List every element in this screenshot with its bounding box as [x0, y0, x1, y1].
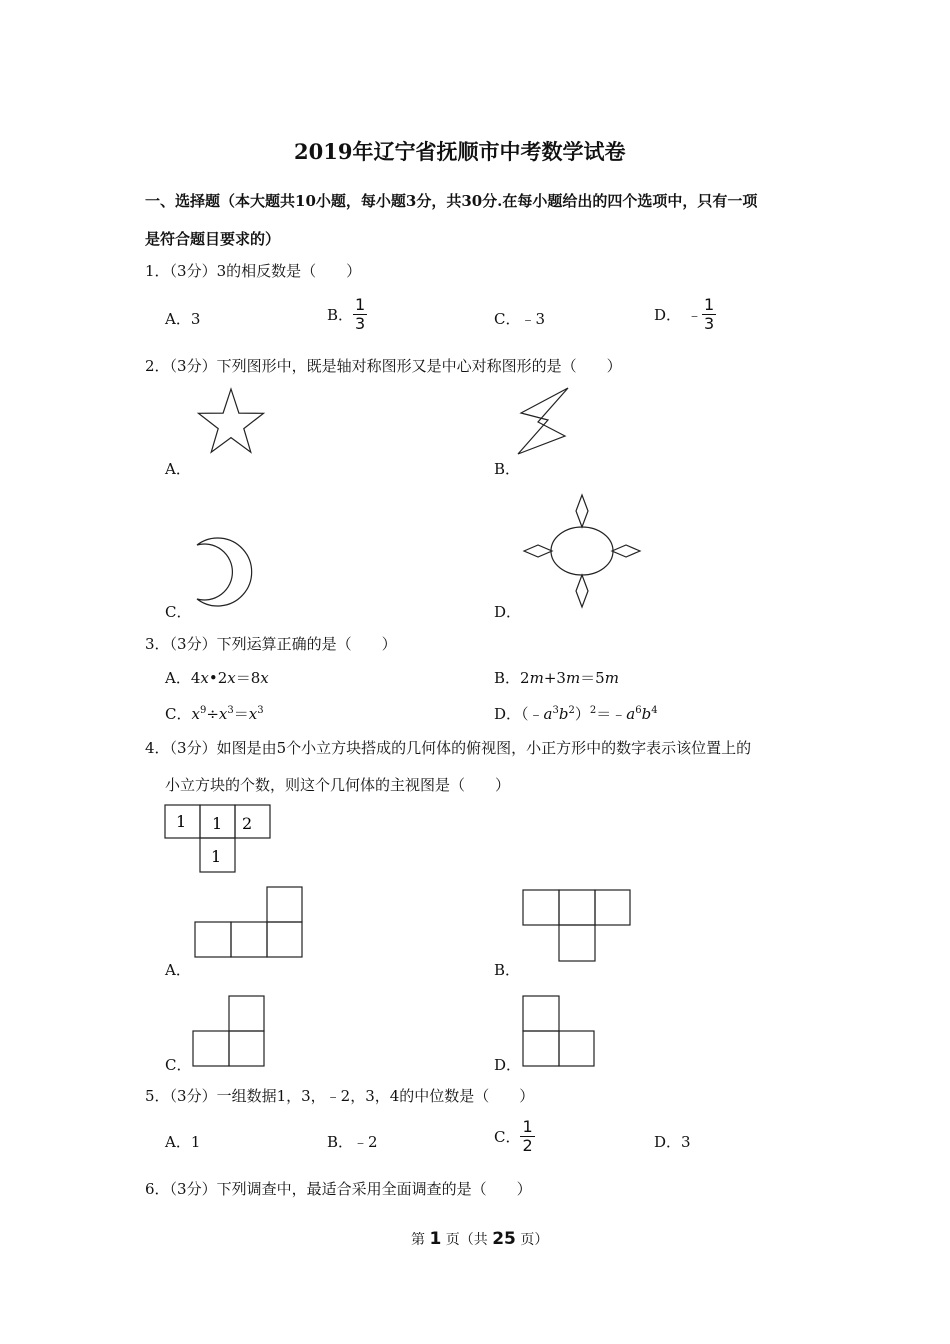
q6-stem: 6．（3分）下列调查中，最适合采用全面调查的是（ ）: [145, 1180, 532, 1198]
q1-option-c: C．﹣3: [494, 310, 546, 328]
q2-option-c: C．: [165, 603, 192, 621]
q3-option-a-label: A．: [165, 669, 191, 687]
expr-exp: 3: [257, 705, 264, 716]
q4-stem-line2: 小立方块的个数，则这个几何体的主视图是（ ）: [165, 776, 511, 794]
footer-suffix: 页）: [520, 1232, 549, 1248]
front-view-option-c: [192, 995, 266, 1069]
grid-cell-value: 1: [212, 814, 223, 833]
q1-option-d-sign: ﹣: [687, 306, 703, 324]
front-view-option-b: [522, 889, 632, 963]
expr-part: ）: [574, 705, 590, 723]
q5-option-c-fraction: [520, 1118, 534, 1155]
expr-part: ＝﹣: [596, 705, 627, 723]
expr-exp: 6: [635, 705, 642, 716]
grid-cell-value: 1: [211, 847, 222, 866]
q3-option-d-label: D．: [494, 705, 522, 723]
crescent-icon: [188, 535, 260, 613]
ellipse-diamonds-icon: [520, 492, 645, 612]
top-view-grid: [164, 804, 272, 874]
lightning-icon: [515, 383, 575, 458]
expr-exp: 3: [552, 705, 559, 716]
expr-exp: 2: [589, 705, 597, 716]
expr-var: b: [641, 705, 652, 723]
q1-option-d-label: D．: [654, 306, 682, 324]
footer-page-number: 1: [429, 1229, 442, 1249]
expr-part: ＝: [233, 705, 249, 723]
expr-exp: 4: [651, 705, 658, 716]
grid-cell-value: 2: [242, 814, 253, 833]
expr-part: ＝5: [580, 669, 605, 687]
expr-part: •2: [208, 669, 228, 687]
q3-option-b: [494, 667, 619, 688]
q1-option-d-fraction: [702, 296, 716, 333]
q1-option-b: [327, 296, 367, 333]
q1-option-b-fraction: [353, 296, 367, 333]
expr-var: a: [543, 705, 553, 723]
section-heading-line2: 是符合题目要求的）: [145, 230, 281, 248]
q1-option-b-label: B．: [327, 306, 354, 324]
expr-var: b: [558, 705, 569, 723]
q2-stem: 2．（3分）下列图形中，既是轴对称图形又是中心对称图形的是（ ）: [145, 357, 622, 375]
q1-option-a: A．3: [165, 310, 201, 328]
expr-var: m: [565, 669, 581, 687]
q5-option-c-label: C．: [494, 1128, 521, 1146]
expr-part: 4: [190, 669, 201, 687]
q5-option-d: D．3: [654, 1133, 691, 1151]
footer-prefix: 第: [411, 1232, 425, 1248]
grid-cell-value: 1: [176, 812, 187, 831]
q3-option-b-label: B．: [494, 669, 521, 687]
q3-option-c: [165, 703, 264, 724]
expr-var: x: [218, 705, 228, 723]
q2-option-a: A．: [165, 460, 191, 478]
q3-stem: 3．（3分）下列运算正确的是（ ）: [145, 635, 397, 653]
page-footer: [411, 1229, 548, 1249]
expr-var: x: [248, 705, 258, 723]
footer-total-pages: 25: [492, 1229, 516, 1249]
page-title: 2019年辽宁省抚顺市中考数学试卷: [294, 139, 626, 164]
expr-var: x: [227, 669, 236, 687]
q3-option-d: [494, 703, 658, 724]
q5-option-c: [494, 1118, 535, 1155]
expr-var: a: [626, 705, 636, 723]
expr-exp: 3: [227, 705, 234, 716]
expr-var: m: [604, 669, 619, 687]
q2-option-b: B．: [494, 460, 521, 478]
expr-exp: 9: [199, 705, 207, 716]
fraction-denominator: 2: [522, 1136, 533, 1155]
fraction-numerator: 1: [522, 1117, 533, 1136]
fraction-numerator: 1: [704, 295, 715, 314]
expr-exp: 2: [568, 705, 575, 716]
expr-part: ÷: [206, 705, 219, 723]
front-view-option-a: [194, 886, 304, 960]
q5-option-b: B．﹣2: [327, 1133, 378, 1151]
fraction-denominator: 3: [355, 314, 366, 333]
q2-option-d: D．: [494, 603, 522, 621]
q4-option-a: A．: [165, 961, 191, 979]
q1-stem: 1．（3分）3的相反数是（ ）: [145, 262, 362, 280]
q4-option-c: C．: [165, 1056, 192, 1074]
expr-part: +3: [543, 669, 566, 687]
q4-option-d: D．: [494, 1056, 522, 1074]
fraction-numerator: 1: [355, 295, 366, 314]
q3-option-c-label: C．: [165, 705, 192, 723]
expr-part: 2: [520, 669, 530, 687]
q1-option-d: [654, 296, 716, 333]
q3-option-a: [165, 667, 269, 688]
expr-var: x: [191, 705, 200, 723]
q5-stem: 5．（3分）一组数据1，3，﹣2，3，4的中位数是（ ）: [145, 1087, 535, 1105]
expr-part: ＝8: [235, 669, 261, 687]
star-icon: [195, 385, 267, 457]
q4-option-b: B．: [494, 961, 521, 979]
expr-var: x: [260, 669, 269, 687]
section-heading-line1: 一、选择题（本大题共10小题，每小题3分，共30分.在每小题给出的四个选项中，只有一项: [145, 192, 758, 210]
expr-var: m: [529, 669, 544, 687]
expr-var: x: [200, 669, 209, 687]
q5-option-a: A．1: [165, 1133, 201, 1151]
front-view-option-d: [522, 995, 596, 1069]
expr-part: （﹣: [521, 705, 544, 723]
q4-stem-line1: 4．（3分）如图是由5个小立方块搭成的几何体的俯视图，小正方形中的数字表示该位置上的: [145, 739, 752, 757]
fraction-denominator: 3: [704, 314, 715, 333]
footer-middle: 页（共: [445, 1232, 488, 1248]
